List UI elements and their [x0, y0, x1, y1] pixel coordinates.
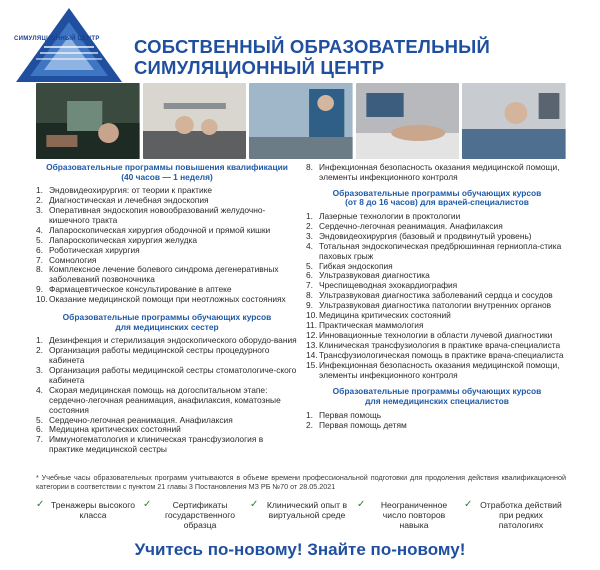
- list-item-text: Клиническая трансфузиология в практике врача-специалиста: [319, 339, 561, 350]
- list-item-number: 5.: [36, 414, 43, 425]
- section-title-non-medical: Образовательные программы обучающих курсов для немедицинских специалистов: [332, 386, 542, 406]
- list-item-text: Инновационные технологии в области лучевой диагностики: [319, 329, 553, 340]
- list-item-number: 12.: [306, 329, 318, 340]
- list-item-number: 1.: [306, 211, 313, 221]
- list-item-number: 14.: [306, 349, 318, 360]
- logo-caption: СИМУЛЯЦИОННЫЙ ЦЕНТР: [14, 36, 100, 42]
- list-item-text: Лазерные технологии в проктологии: [319, 211, 461, 221]
- simulation-center-logo: [12, 6, 126, 86]
- photo-training-hands: [143, 83, 247, 159]
- list-item-number: 3.: [306, 230, 313, 241]
- list-item-text: Лапароскопическая хирургия ободочной и прямой кишки: [49, 224, 271, 235]
- list-item-number: 10.: [36, 294, 48, 305]
- photo-strip: [36, 83, 566, 159]
- list-item-text: Ультразвуковая диагностика заболеваний сердца и сосудов: [319, 290, 553, 301]
- feature-item: ✓ Сертификаты государственного образца: [143, 499, 236, 531]
- list-item-text: Ультразвуковая диагностика: [319, 270, 430, 281]
- list-item-number: 2.: [306, 220, 313, 231]
- list-item-text: Сердечно-легочная реанимация. Анафилаксия: [319, 220, 503, 231]
- list-item-text: Скорая медицинская помощь на догоспитальном этапе: сердечно-легочная реанимация, анафилаксия, коматозные состояния: [49, 384, 281, 415]
- list-item-text: Роботическая хирургия: [49, 244, 140, 255]
- list-item-number: 4.: [36, 224, 43, 235]
- list-item: [36, 346, 298, 366]
- list-item-number: 7.: [306, 280, 313, 291]
- list-item-text: Оказание медицинской помощи при неотложных состояниях: [49, 294, 286, 305]
- list-item: [306, 421, 568, 431]
- list-item-text: Тотальная эндоскопическая предбрюшинная герниопла-стика паховых грыж: [319, 240, 562, 261]
- list-item-text: Организация работы медицинской сестры процедурного кабинета: [49, 345, 270, 366]
- list-item: [36, 295, 298, 305]
- footnote: * Учебные часы образовательных программ учитываются в объеме времени профессиональной подготовки для продоления действия квалификационной категории в соответствии с пунктом 21 главы 3 Постановления МЗ РБ №70 от 28.05.2021: [36, 473, 566, 491]
- list-item-text: Лапароскопическая хирургия желудка: [49, 234, 198, 245]
- check-icon: ✓: [464, 499, 473, 510]
- list-item-number: 7.: [36, 254, 43, 265]
- feature-item: ✓ Отработка действий при редких патологиях: [464, 499, 562, 531]
- list-item-text: Сердечно-легочная реанимация. Анафилаксия: [49, 414, 233, 425]
- section-title-nurses: Образовательные программы обучающих курсов для медицинских сестер: [62, 312, 272, 332]
- title-line-2: СИМУЛЯЦИОННЫЙ ЦЕНТР: [134, 57, 385, 78]
- photo-patient-simulator: [462, 83, 566, 159]
- list-item-text: Эндовидеохирургия: от теории к практике: [49, 185, 213, 196]
- list-item-number: 1.: [36, 335, 43, 346]
- list-item-text: Инфекционная безопасность оказания медицинской помощи, элементы инфекционного контроля: [319, 162, 560, 182]
- list-item-number: 9.: [306, 300, 313, 311]
- list-item-text: Сомнология: [49, 254, 97, 265]
- list-item: [306, 163, 568, 183]
- photo-endoscopy-simulator: [36, 83, 140, 159]
- check-icon: ✓: [357, 499, 366, 510]
- list-item-number: 4.: [306, 240, 313, 251]
- doctors-programs-list: [306, 212, 568, 380]
- list-item: [36, 386, 298, 416]
- list-item-number: 13.: [306, 339, 318, 350]
- check-icon: ✓: [250, 499, 259, 510]
- page-title: [134, 36, 574, 78]
- qualification-programs-list: [36, 186, 298, 305]
- list-item-number: 2.: [306, 419, 313, 430]
- left-column: [36, 163, 298, 455]
- non-medical-programs-list: [306, 411, 568, 431]
- list-item-number: 6.: [306, 270, 313, 281]
- photo-operating-room: [249, 83, 353, 159]
- list-item-text: Чреспищеводная эхокардиография: [319, 280, 458, 291]
- list-item-text: Иммуногематология и клиническая трансфузиология в практике медицинской сестры: [49, 434, 264, 455]
- list-item-text: Медицина критических состояний: [319, 310, 451, 321]
- list-item-number: 5.: [36, 234, 43, 245]
- list-item-text: Дезинфекция и стерилизация эндоскопического оборудо-вания: [49, 335, 297, 346]
- right-column: [306, 163, 568, 430]
- list-item-number: 8.: [306, 290, 313, 301]
- list-item-text: Практическая маммология: [319, 319, 424, 330]
- feature-item: ✓ Неограниченное число повторов навыка: [357, 499, 448, 531]
- list-item-number: 2.: [36, 345, 43, 356]
- list-item-text: Ультразвуковая диагностика патологии внутренних органов: [319, 300, 552, 311]
- list-item: [36, 206, 298, 226]
- list-item-number: 6.: [36, 244, 43, 255]
- list-item-number: 10.: [306, 310, 318, 321]
- list-item-text: Оперативная эндоскопия новообразований желудочно-кишечного тракта: [49, 205, 266, 225]
- list-item-number: 4.: [36, 384, 43, 395]
- feature-item: ✓ Тренажеры высокого класса: [36, 499, 135, 521]
- list-item-text: Гибкая эндоскопия: [319, 260, 393, 271]
- check-icon: ✓: [36, 499, 45, 510]
- slogan: Учитесь по-новому! Знайте по-новому!: [134, 540, 466, 559]
- list-item-number: 2.: [36, 195, 43, 206]
- list-item-text: Инфекционная безопасность оказания медицинской помощи, элементы инфекционного контроля: [319, 359, 560, 380]
- list-item: [306, 242, 568, 262]
- list-item-number: 8.: [306, 162, 313, 172]
- list-item-text: Трансфузиологическая помощь в практике врача-специалиста: [319, 349, 564, 360]
- list-item-number: 3.: [36, 205, 43, 215]
- list-item: [36, 265, 298, 285]
- list-item: [306, 411, 568, 421]
- list-item-text: Организация работы медицинской сестры стоматологиче-ского кабинета: [49, 364, 297, 385]
- list-item-number: 11.: [306, 319, 318, 330]
- list-item-number: 1.: [36, 185, 43, 196]
- list-item-number: 7.: [36, 434, 43, 445]
- section-title-doctors: Образовательные программы обучающих курсов (от 8 до 16 часов) для врачей-специалистов: [332, 187, 542, 208]
- list-item-text: Медицина критических состояний: [49, 424, 181, 435]
- list-item-number: 1.: [306, 409, 313, 420]
- list-item-text: Комплексное лечение болевого синдрома дегенеративных заболеваний позвоночника: [49, 264, 279, 285]
- list-item-number: 15.: [306, 359, 318, 370]
- list-item-text: Эндовидеохирургия (базовый и продвинутый уровень): [319, 230, 532, 241]
- list-item: [306, 361, 568, 381]
- list-item-text: Первая помощь детям: [319, 419, 407, 430]
- feature-item: ✓ Клинический опыт в виртуальной среде: [250, 499, 348, 521]
- list-item: [36, 366, 298, 386]
- list-item-number: 8.: [36, 264, 43, 275]
- list-item: [36, 435, 298, 455]
- check-icon: ✓: [143, 499, 152, 510]
- list-item-text: Первая помощь: [319, 409, 382, 420]
- list-item-number: 5.: [306, 260, 313, 271]
- list-item-number: 9.: [36, 284, 43, 295]
- list-item-text: Фармацевтическое консультирование в аптеке: [49, 284, 232, 295]
- section-title-qualification: Образовательные программы повышения квалификации (40 часов — 1 неделя): [46, 162, 288, 182]
- list-item-number: 6.: [36, 424, 43, 435]
- nurses-programs-list: [36, 336, 298, 455]
- nurses-programs-list-continued: [306, 163, 568, 183]
- title-line-1: СОБСТВЕННЫЙ ОБРАЗОВАТЕЛЬНЫЙ: [134, 36, 490, 57]
- features-row: [36, 500, 566, 531]
- list-item-text: Диагностическая и лечебная эндоскопия: [49, 195, 209, 206]
- photo-simulation-lab: [356, 83, 460, 159]
- list-item-number: 3.: [36, 364, 43, 375]
